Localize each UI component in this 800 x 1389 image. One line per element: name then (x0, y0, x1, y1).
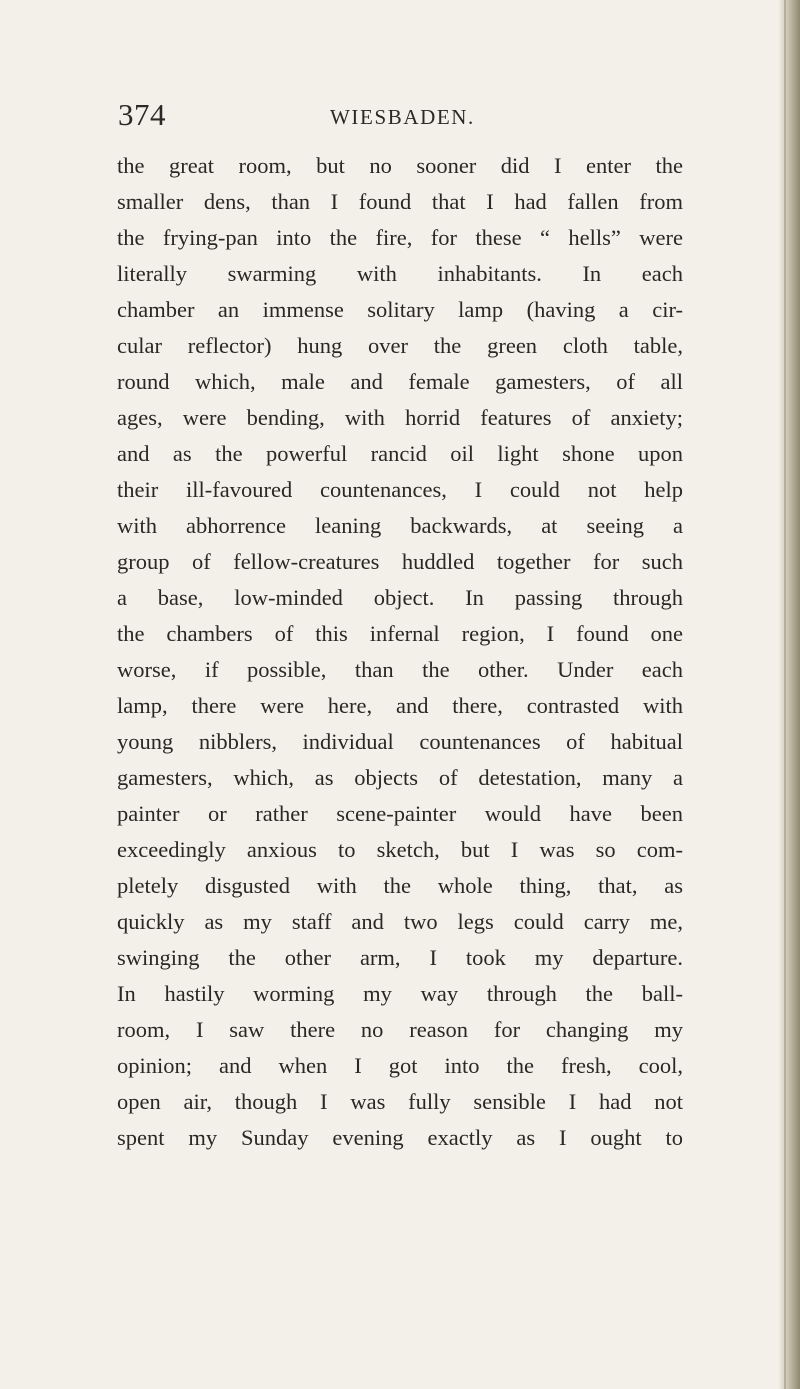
text-line: a base, low-minded object. In passing through (117, 585, 683, 610)
text-line: cular reflector) hung over the green cloth table, (117, 333, 683, 358)
text-line: gamesters, which, as objects of detestation, many a (117, 765, 683, 790)
body-text (117, 148, 683, 1156)
text-line: opinion; and when I got into the fresh, cool, (117, 1053, 683, 1078)
text-line: smaller dens, than I found that I had fallen from (117, 189, 683, 214)
text-line: exceedingly anxious to sketch, but I was so com- (117, 837, 683, 862)
page-edge-line (784, 0, 786, 1389)
text-line: painter or rather scene-painter would have been (117, 801, 683, 826)
text-line: literally swarming with inhabitants. In each (117, 261, 683, 286)
text-line: spent my Sunday evening exactly as I ought to (117, 1125, 683, 1150)
running-head: WIESBADEN. (330, 105, 475, 129)
text-line: worse, if possible, than the other. Under each (117, 657, 683, 682)
text-line: quickly as my staff and two legs could carry me, (117, 909, 683, 934)
page-edge-shadow (778, 0, 800, 1389)
text-line: open air, though I was fully sensible I had not (117, 1089, 683, 1114)
text-line: In hastily worming my way through the ball- (117, 981, 683, 1006)
text-line: chamber an immense solitary lamp (having a cir- (117, 297, 683, 322)
text-line: round which, male and female gamesters, of all (117, 369, 683, 394)
text-line: lamp, there were here, and there, contrasted with (117, 693, 683, 718)
text-line: with abhorrence leaning backwards, at seeing a (117, 513, 683, 538)
text-line: the great room, but no sooner did I enter the (117, 153, 683, 178)
text-line: young nibblers, individual countenances of habitual (117, 729, 683, 754)
text-line: the chambers of this infernal region, I found one (117, 621, 683, 646)
text-line: room, I saw there no reason for changing my (117, 1017, 683, 1042)
text-line: their ill-favoured countenances, I could not help (117, 477, 683, 502)
text-line: swinging the other arm, I took my departure. (117, 945, 683, 970)
text-line: and as the powerful rancid oil light shone upon (117, 441, 683, 466)
text-line: the frying-pan into the fire, for these “ hells” were (117, 225, 683, 250)
text-line: pletely disgusted with the whole thing, that, as (117, 873, 683, 898)
page-number: 374 (118, 97, 166, 132)
page-header (118, 97, 683, 137)
text-line: ages, were bending, with horrid features of anxiety; (117, 405, 683, 430)
text-line: group of fellow-creatures huddled together for such (117, 549, 683, 574)
